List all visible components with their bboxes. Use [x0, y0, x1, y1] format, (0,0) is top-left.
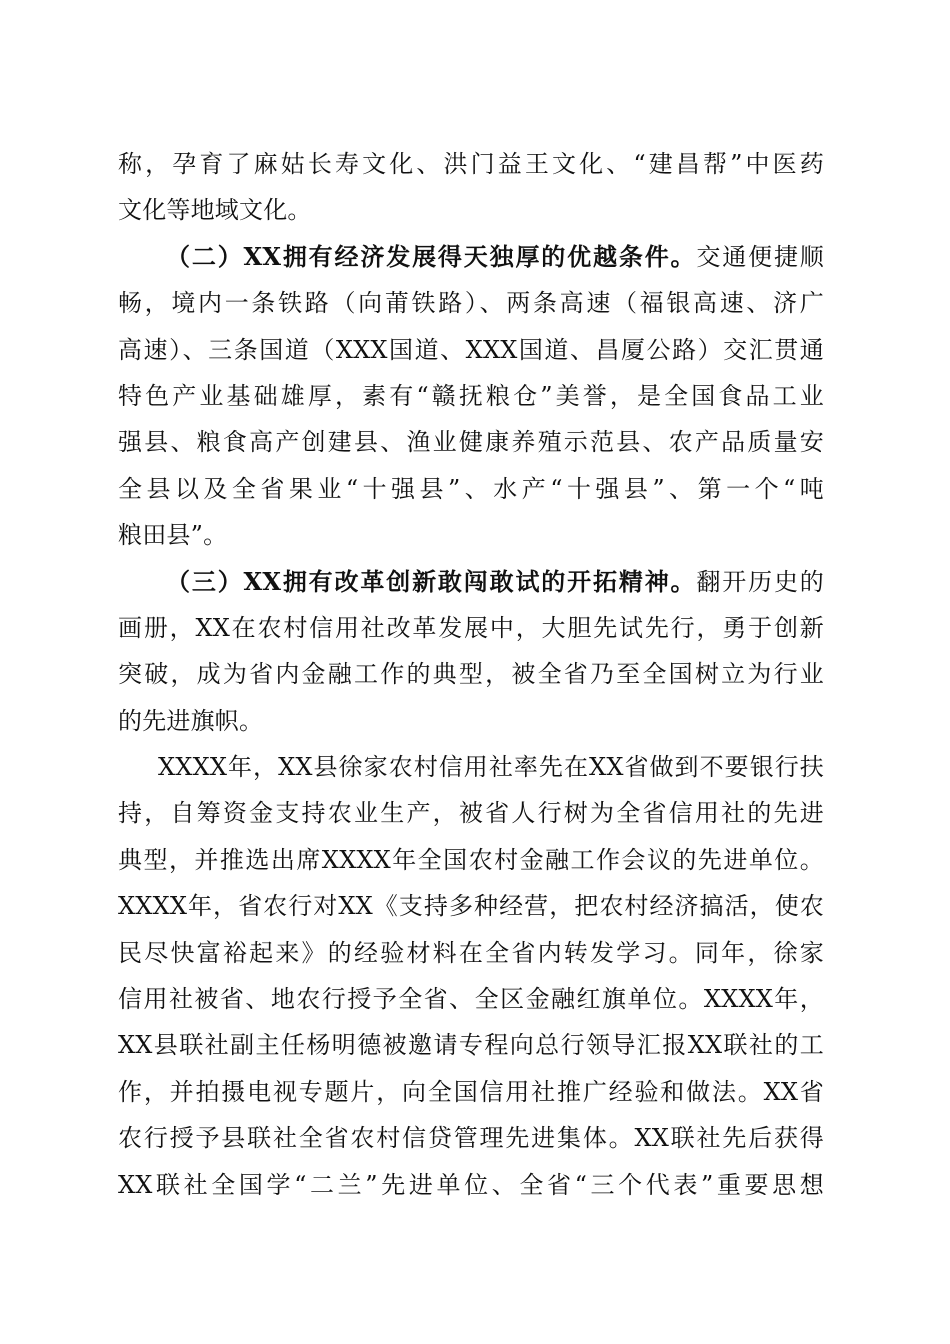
paragraph-4-line-7: XX县联社副主任杨明德被邀请专程向总行领导汇报XX联社的工 — [118, 1031, 824, 1060]
paragraph-1-line-1: 称，孕育了麻姑长寿文化、洪门益王文化、“建昌帮”中医药 — [118, 150, 824, 178]
paragraph-4-line-2: 持，自筹资金支持农业生产，被省人行树为全省信用社的先进 — [118, 799, 824, 828]
paragraph-2-line-3: 高速）、三条国道（XXX国道、XXX国道、昌厦公路）交汇贯通 — [118, 335, 824, 364]
paragraph-2-line-7: 粮田县”。 — [118, 521, 228, 550]
paragraph-4-line-3: 典型，并推选出席XXXX年全国农村金融工作会议的先进单位。 — [118, 845, 824, 874]
paragraph-3-line-1 — [118, 559, 824, 605]
paragraph-4-line-6: 信用社被省、地农行授予全省、全区金融红旗单位。XXXX年， — [118, 985, 824, 1014]
paragraph-2-line-1 — [118, 234, 824, 280]
document-body — [118, 141, 824, 1208]
paragraph-4-line-4: XXXX年，省农行对XX《支持多种经营，把农村经济搞活，使农 — [118, 892, 824, 921]
paragraph-3-line-3: 突破，成为省内金融工作的典型，被全省乃至全国树立为行业 — [118, 660, 824, 689]
section-heading-2: （二）XX拥有经济发展得天独厚的优越条件。 — [166, 241, 697, 271]
paragraph-2-line-2: 畅，境内一条铁路（向莆铁路）、两条高速（福银高速、济广 — [118, 289, 824, 318]
paragraph-2-line-4: 特色产业基础雄厚，素有“赣抚粮仓”美誉，是全国食品工业 — [118, 381, 824, 410]
paragraph-4-line-10: XX联社全国学“二兰”先进单位、全省“三个代表”重要思想 — [118, 1170, 824, 1199]
paragraph-4-line-1: XXXX年，XX县徐家农村信用社率先在XX省做到不要银行扶 — [158, 753, 824, 782]
paragraph-4-line-9: 农行授予县联社全省农村信贷管理先进集体。XX联社先后获得 — [118, 1124, 824, 1153]
paragraph-3-line-2: 画册，XX在农村信用社改革发展中，大胆先试先行，勇于创新 — [118, 613, 824, 642]
paragraph-3-first-line-rest: 翻开历史的 — [696, 567, 824, 596]
paragraph-2-first-line-rest: 交通便捷顺 — [696, 242, 824, 271]
paragraph-3-line-4: 的先进旗帜。 — [118, 706, 264, 735]
section-heading-3: （三）XX拥有改革创新敢闯敢试的开拓精神。 — [166, 566, 697, 596]
paragraph-2-line-6: 全县以及全省果业“十强县”、水产“十强县”、第一个“吨 — [118, 474, 824, 503]
paragraph-2-line-5: 强县、粮食高产创建县、渔业健康养殖示范县、农产品质量安 — [118, 428, 824, 457]
paragraph-4-line-8: 作，并拍摄电视专题片，向全国信用社推广经验和做法。XX省 — [118, 1077, 824, 1106]
paragraph-4-line-5: 民尽快富裕起来》的经验材料在全省内转发学习。同年，徐家 — [118, 938, 824, 967]
paragraph-1-line-2: 文化等地域文化。 — [118, 196, 312, 225]
